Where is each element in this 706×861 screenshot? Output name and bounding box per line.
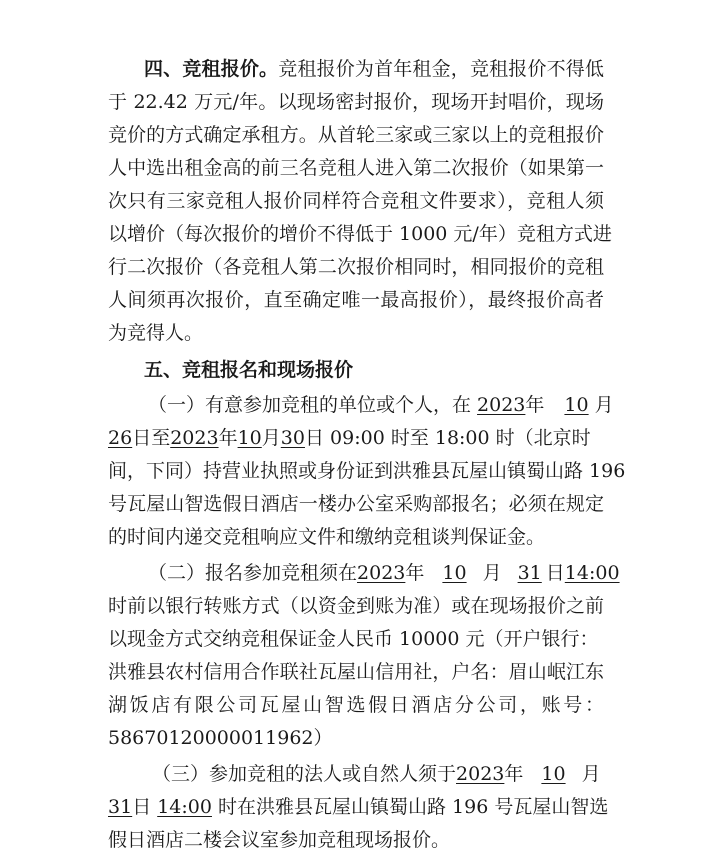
item1-year1: 2023 xyxy=(477,394,526,416)
item3-time: 14:00 xyxy=(157,796,212,818)
item3-line2-rest: 时在洪雅县瓦屋山镇蜀山路 196 号瓦屋山智选 xyxy=(211,796,609,818)
item2-month-unit: 月 xyxy=(482,562,502,584)
item1-month2-unit: 月 xyxy=(261,427,281,449)
section4-line-3: 竞价的方式确定承租方。从首轮三家或三家以上的竞租报价 xyxy=(108,124,604,146)
item2-line-2: 时前以银行转账方式（以资金到账为准）或在现场报价之前 xyxy=(108,595,604,617)
item2-year-unit: 年 xyxy=(405,562,425,584)
item2-line-5: 湖饭店有限公司瓦屋山智选假日酒店分公司，账号： xyxy=(108,694,604,716)
item1-day2-unit: 日 xyxy=(304,427,324,449)
section4-line-6: 以增价（每次报价的增价不得低于 1000 元/年）竞租方式进 xyxy=(108,223,612,245)
item2-line-6: 58670120000011962） xyxy=(108,727,333,749)
item1-line-2 xyxy=(108,422,604,454)
item2-month-value: 10 xyxy=(442,562,467,584)
item1-month1-value: 10 xyxy=(564,394,589,416)
item3-day: 31 xyxy=(108,796,133,818)
section4-text: 竞租报价为首年租金，竞租报价不得低 xyxy=(278,58,604,80)
item1-year2: 2023 xyxy=(170,427,219,449)
section4-heading: 四、竞租报价。 xyxy=(144,58,279,80)
item2-day-value: 31 xyxy=(517,562,542,584)
item1-line-5: 的时间内递交竞租响应文件和缴纳竞租谈判保证金。 xyxy=(108,526,546,548)
item3-month-unit: 月 xyxy=(581,763,601,785)
section4-line-4: 人中选出租金高的前三名竞租人进入第二次报价（如果第一 xyxy=(108,157,604,179)
item1-line-1 xyxy=(148,389,614,421)
item3-line-1 xyxy=(152,758,604,790)
item3-year: 2023 xyxy=(456,763,505,785)
item1-month-unit: 月 xyxy=(594,394,614,416)
item3-month xyxy=(523,763,581,785)
item1-line-4: 号瓦屋山智选假日酒店一楼办公室采购部报名；必须在规定 xyxy=(108,493,604,515)
item3-line-3: 假日酒店二楼会议室参加竞租现场报价。 xyxy=(108,829,451,851)
item3-line-2 xyxy=(108,791,609,823)
item1-day-to: 日至 xyxy=(132,427,171,449)
item1-prefix: （一）有意参加竞租的单位或个人，在 xyxy=(148,394,478,416)
item2-line-3: 以现金方式交纳竞租保证金人民币 10000 元（开户银行： xyxy=(108,628,599,650)
item2-line-4: 洪雅县农村信用合作联社瓦屋山信用社，户名：眉山岷江东 xyxy=(108,661,604,683)
item1-month1 xyxy=(544,394,594,416)
section4-line-9: 为竞得人。 xyxy=(108,322,204,344)
item3-day-unit: 日 xyxy=(132,796,152,818)
section4-line-7: 行二次报价（各竞租人第二次报价相同时，相同报价的竞租 xyxy=(108,256,604,278)
section4-line-8: 人间须再次报价，直至确定唯一最高报价），最终报价高者 xyxy=(108,289,604,311)
item1-year2-unit: 年 xyxy=(218,427,238,449)
item1-day2: 30 xyxy=(280,427,305,449)
item3-prefix: （三）参加竞租的法人或自然人须于 xyxy=(152,763,457,785)
item2-prefix: （二）报名参加竞租须在 xyxy=(148,562,358,584)
section5-heading: 五、竞租报名和现场报价 xyxy=(144,359,354,381)
item1-day1: 26 xyxy=(108,427,133,449)
section4-line-5: 次只有三家竞租人报价同样符合竞租文件要求），竞租人须 xyxy=(108,190,604,212)
item2-month xyxy=(424,562,482,584)
item1-time-range: 09:00 时至 18:00 时（北京时 xyxy=(323,427,591,449)
item2-time: 14:00 xyxy=(564,562,620,584)
item2-year: 2023 xyxy=(357,562,406,584)
section4-line-1 xyxy=(144,53,604,85)
item2-day xyxy=(502,562,546,584)
item1-year-unit: 年 xyxy=(525,394,545,416)
item1-month2: 10 xyxy=(237,427,262,449)
item2-line-1 xyxy=(148,557,620,589)
item3-year-unit: 年 xyxy=(504,763,524,785)
section4-line-2: 于 22.42 万元/年。以现场密封报价，现场开封唱价，现场 xyxy=(108,91,604,113)
item2-day-unit: 日 xyxy=(545,562,565,584)
item3-month-value: 10 xyxy=(541,763,566,785)
item1-line-3: 间，下同）持营业执照或身份证到洪雅县瓦屋山镇蜀山路 196 xyxy=(108,460,626,482)
